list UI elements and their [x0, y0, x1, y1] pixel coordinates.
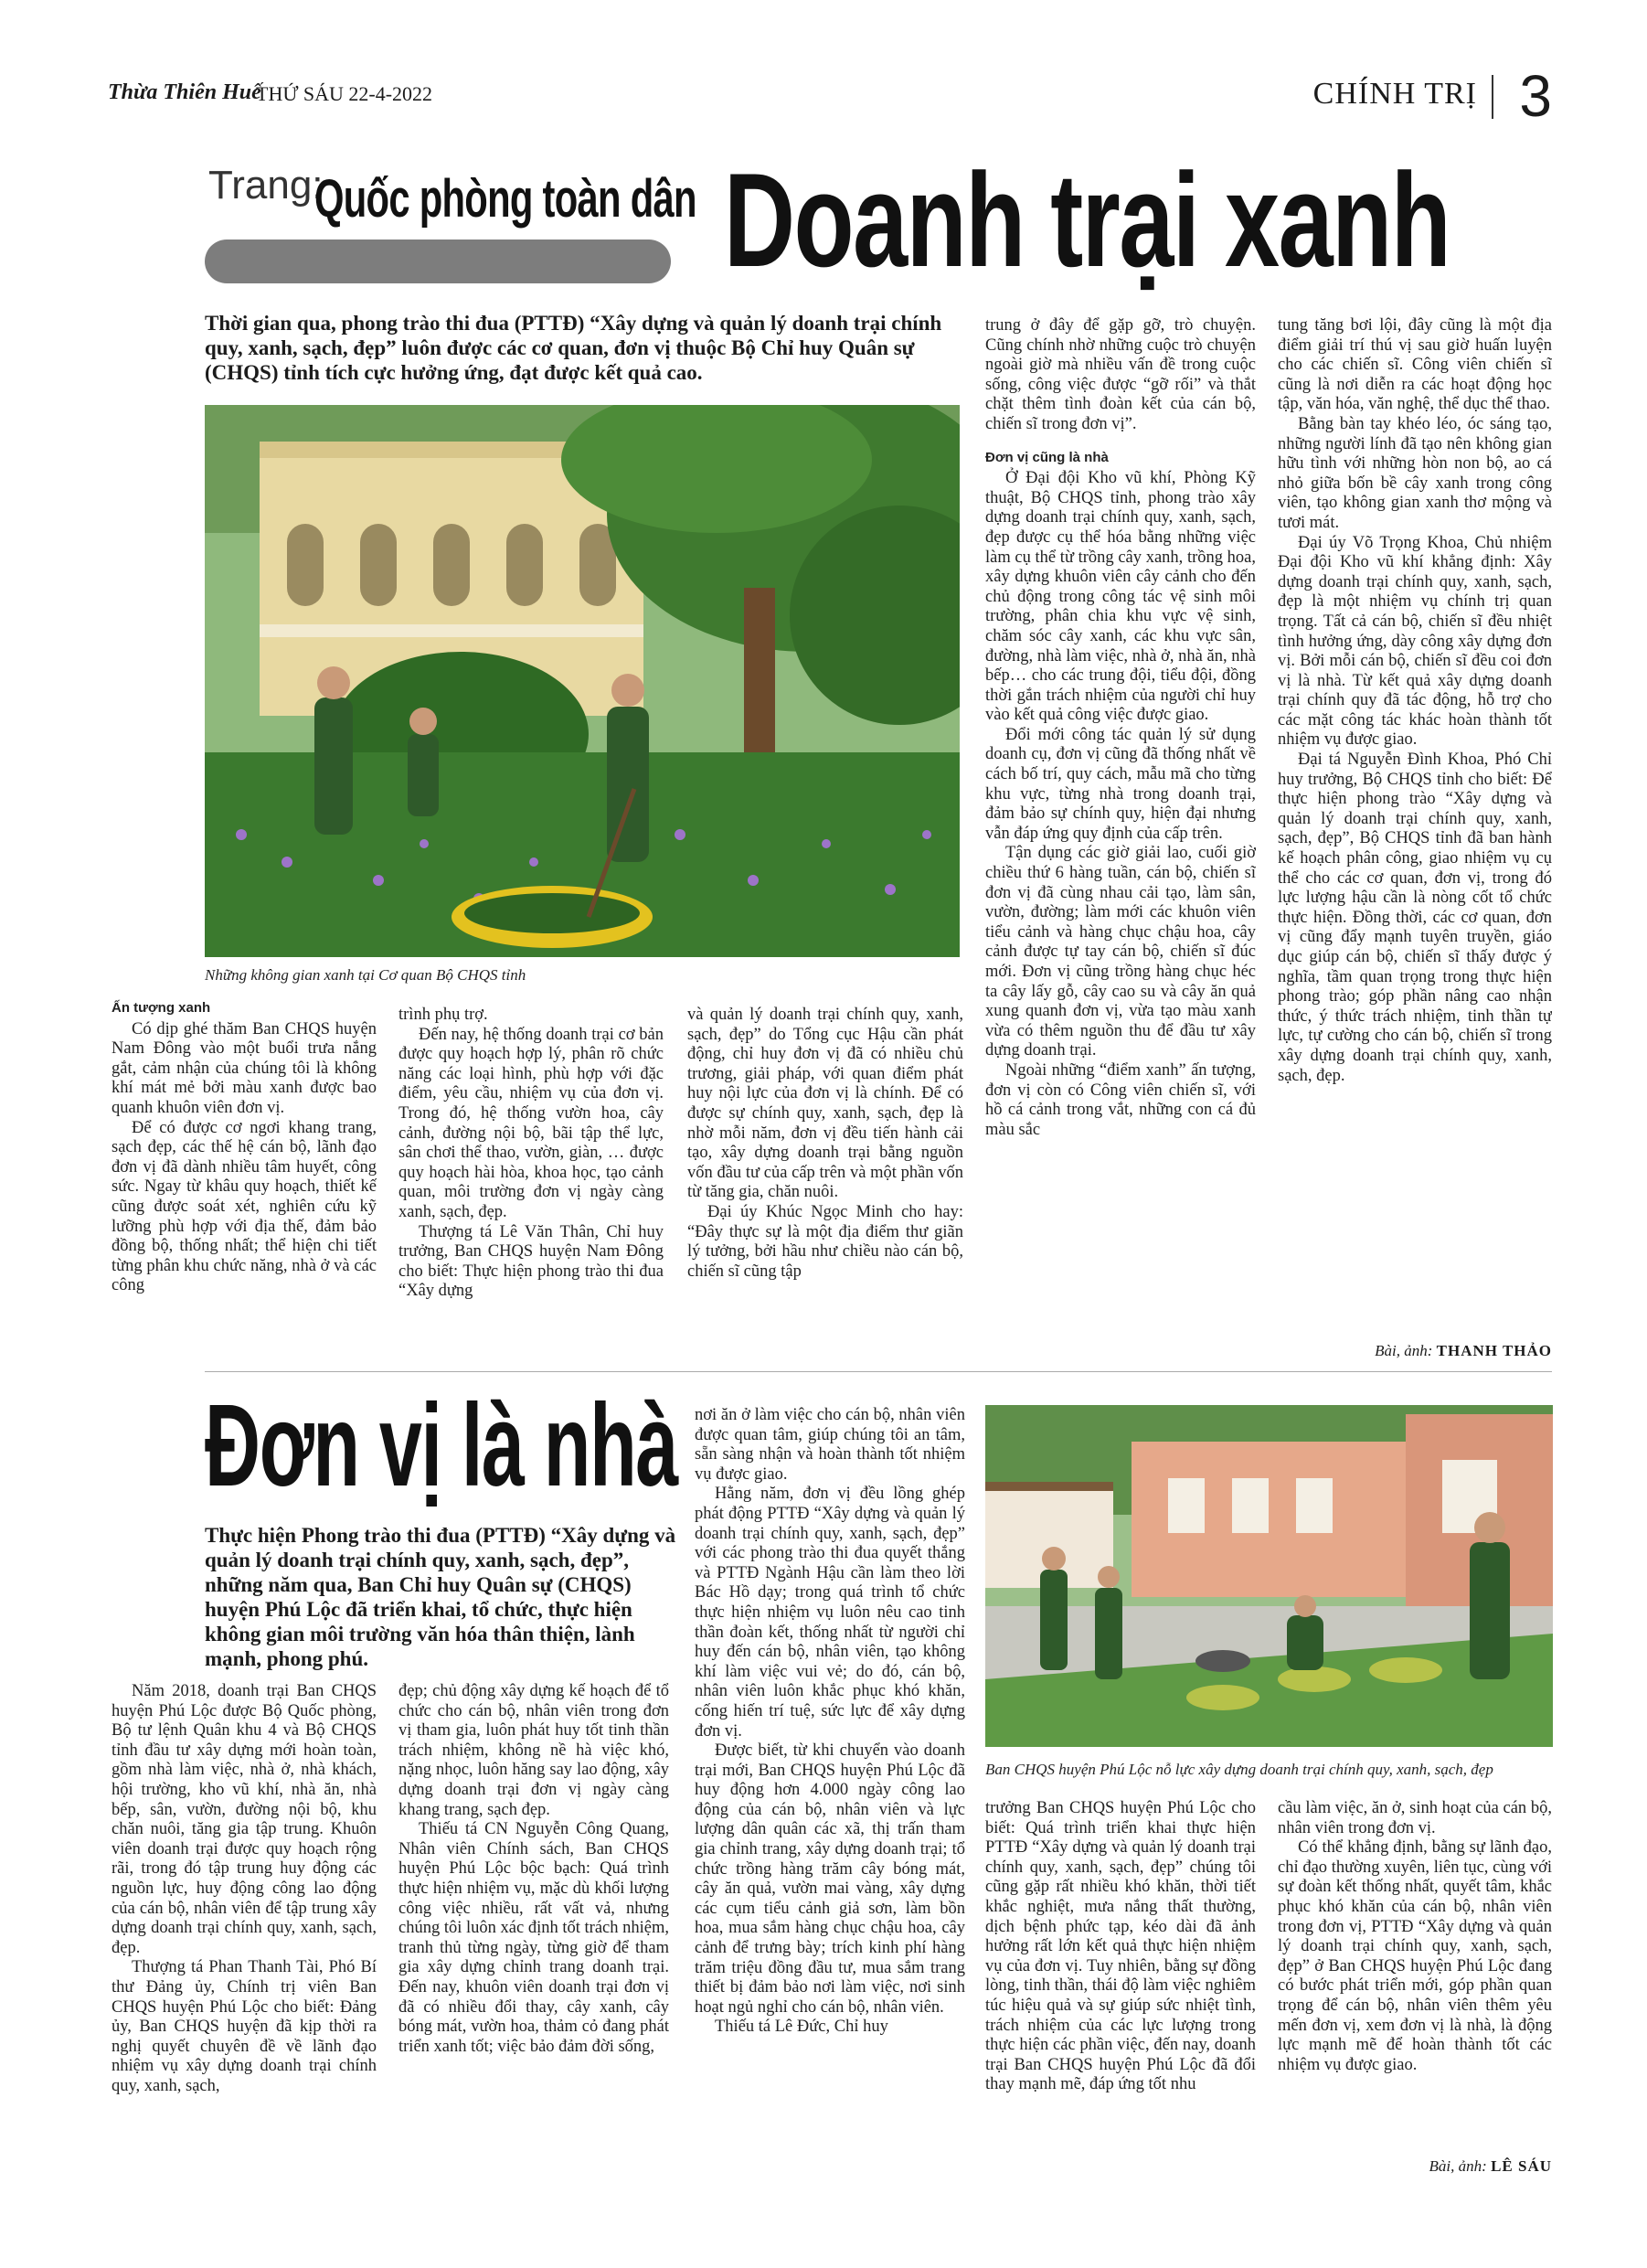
- subheading-an-tuong-xanh: Ấn tượng xanh: [112, 1000, 211, 1016]
- article2-column-5: [1278, 1799, 1552, 2154]
- article1-photo-caption: Những không gian xanh tại Cơ quan Bộ CHQS tỉnh: [205, 966, 526, 984]
- paragraph: trung ở đây để gặp gỡ, trò chuyện. Cũng chính nhờ những cuộc trò chuyện ngoài giờ mà nhiều vấn đề trong cuộc sống, công việc được “gỡ rối” và thắt chặt thêm tình đoàn kết của cán bộ, chiến sĩ trong đơn vị”.: [985, 316, 1256, 433]
- paragraph: Thiếu tá Lê Đức, Chỉ huy: [715, 2018, 888, 2037]
- article2-column-1: [112, 1682, 377, 2176]
- paragraph: cầu làm việc, ăn ở, sinh hoạt của cán bộ, nhân viên trong đơn vị.: [1278, 1799, 1552, 1837]
- byline-author: LÊ SÁU: [1491, 2157, 1552, 2175]
- article2-headline: Đơn vị là nhà: [205, 1380, 678, 1511]
- paragraph: Đại tá Nguyễn Đình Khoa, Phó Chỉ huy trưởng, Bộ CHQS tỉnh cho biết: Để thực hiện phong trào “Xây dựng và quản lý doanh trại chính quy, xanh, sạch, đẹp”, Bộ CHQS tỉnh đã ban hành kế hoạch phân công, giao nhiệm vụ cụ thể cho các cơ quan, đơn vị, trong đó lực lượng hậu cần là nòng cốt tổ chức thực hiện. Đồng thời, các cơ quan, đơn vị cũng đẩy mạnh tuyên truyền, giáo dục giúp cán bộ, chiến sĩ thấy được ý nghĩa, tầm quan trọng trong thực hiện phong trào; góp phần nâng cao nhận thức, ý thức trách nhiệm, tinh thần tự lực, tự cường cho cán bộ, chiến sĩ trong xây dựng doanh trại chính quy, xanh, sạch, đẹp.: [1278, 751, 1552, 1085]
- paragraph: Năm 2018, doanh trại Ban CHQS huyện Phú Lộc được Bộ Quốc phòng, Bộ tư lệnh Quân khu 4 và Bộ CHQS tỉnh đầu tư xây dựng mới hoàn toàn, gồm nhà làm việc, nhà ở, nhà khách, hội trường, kho vũ khí, nhà ăn, nhà bếp, sân, vườn, đường nội bộ, khu chăn nuôi, tăng gia tập trung. Khuôn viên doanh trại được quy hoạch rộng rãi, trong đó tập trung huy động các nguồn lực, huy động công lao động của cán bộ, nhân viên để tập trung xây dựng doanh trại chính quy, xanh, sạch, đẹp.: [112, 1682, 377, 1957]
- paragraph: Thượng tá Phan Thanh Tài, Phó Bí thư Đảng ủy, Chính trị viên Ban CHQS huyện Phú Lộc cho biết: Đảng ủy, Ban CHQS huyện đã kịp thời ra nghị quyết chuyên đề về lãnh đạo nhiệm vụ xây dựng doanh trại chính quy, xanh, sạch,: [112, 1958, 377, 2095]
- masthead-divider: [1492, 75, 1493, 119]
- paragraph: Thiếu tá CN Nguyễn Công Quang, Nhân viên Chính sách, Ban CHQS huyện Phú Lộc bộc bạch: Quá trình thực hiện nhiệm vụ, mặc dù khối lượng công việc nhiều, rất vất vả, nhưng chúng tôi luôn xác định tốt trách nhiệm, tranh thủ từng ngày, từng giờ để tham gia xây dựng chỉnh trang doanh trại. Đến nay, khuôn viên doanh trại đơn vị đã có nhiều đổi thay, cây xanh, cây bóng mát, vườn hoa, thảm cỏ đang phát triển xanh tốt; việc bảo đảm đời sống,: [398, 1820, 669, 2056]
- banner-title: Quốc phòng toàn dân: [314, 169, 696, 229]
- article1-column-5: [1278, 316, 1552, 1340]
- article1-lead: Thời gian qua, phong trào thi đua (PTTĐ) “Xây dựng và quản lý doanh trại chính quy, xanh, sạch, đẹp” luôn được các cơ quan, đơn vị thuộc Bộ Chỉ huy Quân sự (CHQS) tỉnh tích cực hưởng ứng, đạt được kết quả cao.: [205, 312, 942, 384]
- paragraph: trình phụ trợ.: [398, 1006, 488, 1024]
- paragraph: Đến nay, hệ thống doanh trại cơ bản được quy hoạch hợp lý, phân rõ chức năng các loại hình, phù hợp với đặc điểm, yêu cầu, nhiệm vụ của đơn vị. Trong đó, hệ thống vườn hoa, cây cảnh, đường nội bộ, bãi tập thể lực, sân chơi thể thao, vườn, giàn, … được quy hoạch hài hòa, khoa học, tạo cảnh quan, môi trường đơn vị ngày càng xanh, sạch, đẹp.: [398, 1025, 664, 1221]
- byline-prefix: Bài, ảnh:: [1429, 2157, 1487, 2175]
- paragraph: Có dịp ghé thăm Ban CHQS huyện Nam Đông vào một buổi trưa nắng gắt, cảm nhận của chúng tôi là không khí mát mẻ bởi màu xanh được bao quanh khuôn viên đơn vị.: [112, 1019, 377, 1117]
- paragraph: Đại úy Khúc Ngọc Minh cho hay: “Đây thực sự là một địa điểm thư giãn lý tưởng, bởi hầu như chiều nào cán bộ, chiến sĩ cũng tập: [687, 1202, 963, 1281]
- paragraph: nơi ăn ở làm việc cho cán bộ, nhân viên được quan tâm, giúp chúng tôi an tâm, sẵn sàng nhận và hoàn thành tốt nhiệm vụ được giao.: [695, 1406, 965, 1484]
- article1-column-1: [112, 998, 377, 1373]
- barracks-photo-illustration: [985, 1405, 1553, 1747]
- paragraph: và quản lý doanh trại chính quy, xanh, sạch, đẹp” do Tổng cục Hậu cần phát động, chỉ huy đơn vị đã có nhiều chủ trương, giải pháp, với quan điểm phát huy nội lực của đơn vị là chính. Để có được sự chính quy, xanh, sạch, đẹp là nhờ mỗi năm, đơn vị đều tiến hành cải tạo, xây dựng doanh trại bằng nguồn vốn đầu tư của cấp trên và một phần vốn từ tăng gia, chăn nuôi.: [687, 1006, 963, 1202]
- article2-photo: [985, 1405, 1553, 1747]
- paragraph: Ngoài những “điểm xanh” ấn tượng, đơn vị còn có Công viên chiến sĩ, với hồ cá cảnh trong vắt, những con cá đủ màu sắc: [985, 1060, 1256, 1139]
- paragraph: Tận dụng các giờ giải lao, cuối giờ chiều thứ 6 hàng tuần, cán bộ, chiến sĩ đơn vị đã cùng nhau cải tạo, làm sân, vườn, đường; làm mới các khuôn viên tiểu cảnh và hàng chục chậu hoa, cây cảnh được tự tay cán bộ, chiến sĩ đúc mới. Đơn vị cũng trồng hàng chục héc ta cây lấy gỗ, cây cao su và cây ăn quả xung quanh đơn vị, vừa tạo màu xanh vừa có thêm nguồn thu để đầu tư xây dựng doanh trại.: [985, 844, 1256, 1060]
- article2-column-3: [695, 1406, 965, 2183]
- paragraph: Có thể khẳng định, bằng sự lãnh đạo, chỉ đạo thường xuyên, liên tục, cùng với sự đoàn kết thống nhất, quyết tâm, khắc phục khó khăn của cán bộ, nhân viên trong đơn vị, PTTĐ “Xây dựng và quản lý doanh trại chính quy, xanh, sạch, đẹp” ở Ban CHQS huyện Phú Lộc đang có bước phát triển mới, góp phần quan trọng để cán bộ, nhân viên thêm yêu mến đơn vị, xem đơn vị là nhà, là động lực mạnh mẽ để hoàn thành tốt các nhiệm vụ được giao.: [1278, 1838, 1552, 2074]
- paragraph: Bằng bàn tay khéo léo, óc sáng tạo, những người lính đã tạo nên không gian hữu tình với những hòn non bộ, ao cá nhỏ giữa bốn bề cây xanh trong công viên, tạo không gian xanh thơ mộng và tươi mát.: [1278, 414, 1552, 532]
- paragraph: Đại úy Võ Trọng Khoa, Chủ nhiệm Đại đội Kho vũ khí khẳng định: Xây dựng doanh trại chính quy, xanh, sạch, đẹp là một nhiệm vụ chính trị quan trọng. Tất cả cán bộ, chiến sĩ đều nhiệt tình hưởng ứng, dày công xây dựng đơn vị. Bởi mỗi cán bộ, chiến sĩ đều coi đơn vị là nhà. Từ kết quả xây dựng doanh trại chính quy đã tác động, hỗ trợ cho các mặt công tác khác hoàn thành tốt nhiệm vụ được giao.: [1278, 533, 1552, 750]
- article-divider: [205, 1371, 1552, 1372]
- paragraph: Hằng năm, đơn vị đều lồng ghép phát động PTTĐ “Xây dựng và quản lý doanh trại chính quy, xanh, sạch, đẹp” với các phong trào thi đua quyết thắng và PTTĐ Ngành Hậu cần làm theo lời Bác Hồ dạy; trong quá trình tổ chức thực hiện nhiệm vụ luôn nêu cao tinh thần đoàn kết, thống nhất từ người chỉ huy đến cán bộ, nhân viên, tạo không khí làm việc vui vẻ; do đó, cán bộ, nhân viên luôn khắc phục khó khăn, cống hiến trí tuệ, sức lực để xây dựng đơn vị.: [695, 1485, 965, 1741]
- paragraph: đẹp; chủ động xây dựng kế hoạch để tổ chức cho cán bộ, nhân viên trong đơn vị tham gia, luôn phát huy tốt tinh thần trách nhiệm, không nề hà việc khó, nặng nhọc, luôn hăng say lao động, xây dựng doanh trại đơn vị ngày càng khang trang, sạch đẹp.: [398, 1682, 669, 1819]
- article1-column-3: [687, 1006, 963, 1371]
- page-number: 3: [1519, 63, 1552, 129]
- article1-column-4: [985, 316, 1256, 1368]
- article2-lead: Thực hiện Phong trào thi đua (PTTĐ) “Xây dựng và quản lý doanh trại chính quy, xanh, sạch, đẹp”, những năm qua, Ban Chỉ huy Quân sự (CHQS) huyện Phú Lộc đã triển khai, tổ chức, thực hiện không gian môi trường văn hóa thân thiện, lành mạnh, phong phú.: [205, 1524, 676, 1670]
- newspaper-name: Thừa Thiên Huế: [108, 80, 261, 104]
- paragraph: Để có được cơ ngơi khang trang, sạch đẹp, các thế hệ cán bộ, lãnh đạo đơn vị đã dành nhiều tâm huyết, công sức. Ngay từ khâu quy hoạch, thiết kế cũng được soát xét, nghiên cứu kỹ lưỡng phù hợp với địa thế, đảm bảo đồng bộ, thống nhất; thể hiện chi tiết từng phân khu chức năng, nhà ở và các công: [112, 1118, 377, 1295]
- article2-column-2: [398, 1682, 669, 2176]
- article2-column-4: [985, 1799, 1256, 2177]
- masthead: [108, 63, 1552, 129]
- banner-pill: [205, 240, 671, 283]
- paragraph: Ở Đại đội Kho vũ khí, Phòng Kỹ thuật, Bộ CHQS tỉnh, phong trào xây dựng doanh trại chính quy, xanh, sạch, đẹp được cụ thể hóa bằng những việc làm cụ thể từ trồng cây xanh, trồng hoa, xây dựng khuôn viên cây cảnh cho đến chủ động trong công tác vệ sinh môi trường, phân chia khu vực vệ sinh, chăm sóc cây xanh, các khu vực sân, đường, nhà làm việc, nhà ở, nhà ăn, nhà bếp… cho các trung đội, tiểu đội, đồng thời gắn trách nhiệm của người chỉ huy vào kết quả công việc được giao.: [985, 469, 1256, 725]
- banner-prefix: Trang:: [208, 163, 324, 208]
- paragraph: trưởng Ban CHQS huyện Phú Lộc cho biết: Quá trình triển khai thực hiện PTTĐ “Xây dựng và quản lý doanh trại chính quy, xanh, sạch, đẹp” chúng tôi cũng gặp rất nhiều khó khăn, thời tiết khắc nghiệt, mưa nắng thất thường, dịch bệnh phức tạp, kéo dài đã ảnh hưởng rất lớn kết quả thực hiện nhiệm vụ của đơn vị. Tuy nhiên, bằng sự đồng lòng, tinh thần, thái độ làm việc nghiêm túc hiệu quả và sự giúp sức nhiệt tình, trách nhiệm của các lực lượng trong thực hiện các phần việc, đến nay, doanh trại Ban CHQS huyện Phú Lộc đã đổi thay mạnh mẽ, đáp ứng tốt nhu: [985, 1799, 1256, 2094]
- garden-photo-illustration: [205, 405, 960, 957]
- paragraph: Thượng tá Lê Văn Thân, Chỉ huy trưởng, Ban CHQS huyện Nam Đông cho biết: Thực hiện phong trào thi đua “Xây dựng: [398, 1222, 664, 1301]
- article1-headline: Doanh trại xanh: [724, 145, 1450, 294]
- article2-photo-caption: Ban CHQS huyện Phú Lộc nỗ lực xây dựng doanh trại chính quy, xanh, sạch, đẹp: [985, 1761, 1493, 1778]
- section-name: CHÍNH TRỊ: [1312, 77, 1477, 111]
- paragraph: Đổi mới công tác quản lý sử dụng doanh cụ, đơn vị cũng đã thống nhất về cách bố trí, quy cách, mẫu mã cho từng khu vực, từng nhà trong doanh trại, đảm bảo sự chính quy, hiện đại nhưng vẫn đáp ứng quy định của cấp trên.: [985, 725, 1256, 843]
- article1-photo: [205, 405, 960, 957]
- byline-prefix: Bài, ảnh:: [1375, 1342, 1433, 1359]
- paragraph: Được biết, từ khi chuyển vào doanh trại mới, Ban CHQS huyện Phú Lộc đã huy động hơn 4.000 ngày công lao động của cán bộ, nhân viên và lực lượng dân quân các xã, thị trấn tham gia chỉnh trang, xây dựng doanh trại; tổ chức trồng hàng trăm cây bóng mát, cây ăn quả, vườn mai vàng, xây dựng các cụm tiểu cảnh giả sơn, làm bồn hoa, mua sắm hàng chục chậu hoa, cây cảnh để trưng bày; trích kinh phí hàng trăm triệu đồng đầu tư, mua sắm trang thiết bị đảm bảo nơi làm việc, nơi sinh hoạt ngủ nghỉ cho cán bộ, nhân viên.: [695, 1741, 965, 2017]
- article1-byline: [1278, 1342, 1552, 1360]
- subheading-don-vi-cung-la-nha: Đơn vị cũng là nhà: [985, 449, 1109, 465]
- byline-author: THANH THẢO: [1436, 1342, 1552, 1359]
- article2-byline: [1278, 2157, 1552, 2176]
- article1-column-2: [398, 1006, 664, 1371]
- issue-date: THỨ SÁU 22-4-2022: [256, 82, 433, 105]
- paragraph: tung tăng bơi lội, đây cũng là một địa điểm giải trí thú vị sau giờ huấn luyện cho các chiến sĩ. Công viên chiến sĩ cũng là nơi diễn ra các hoạt động học tập, văn hóa, văn nghệ, thể dục thể thao.: [1278, 316, 1552, 414]
